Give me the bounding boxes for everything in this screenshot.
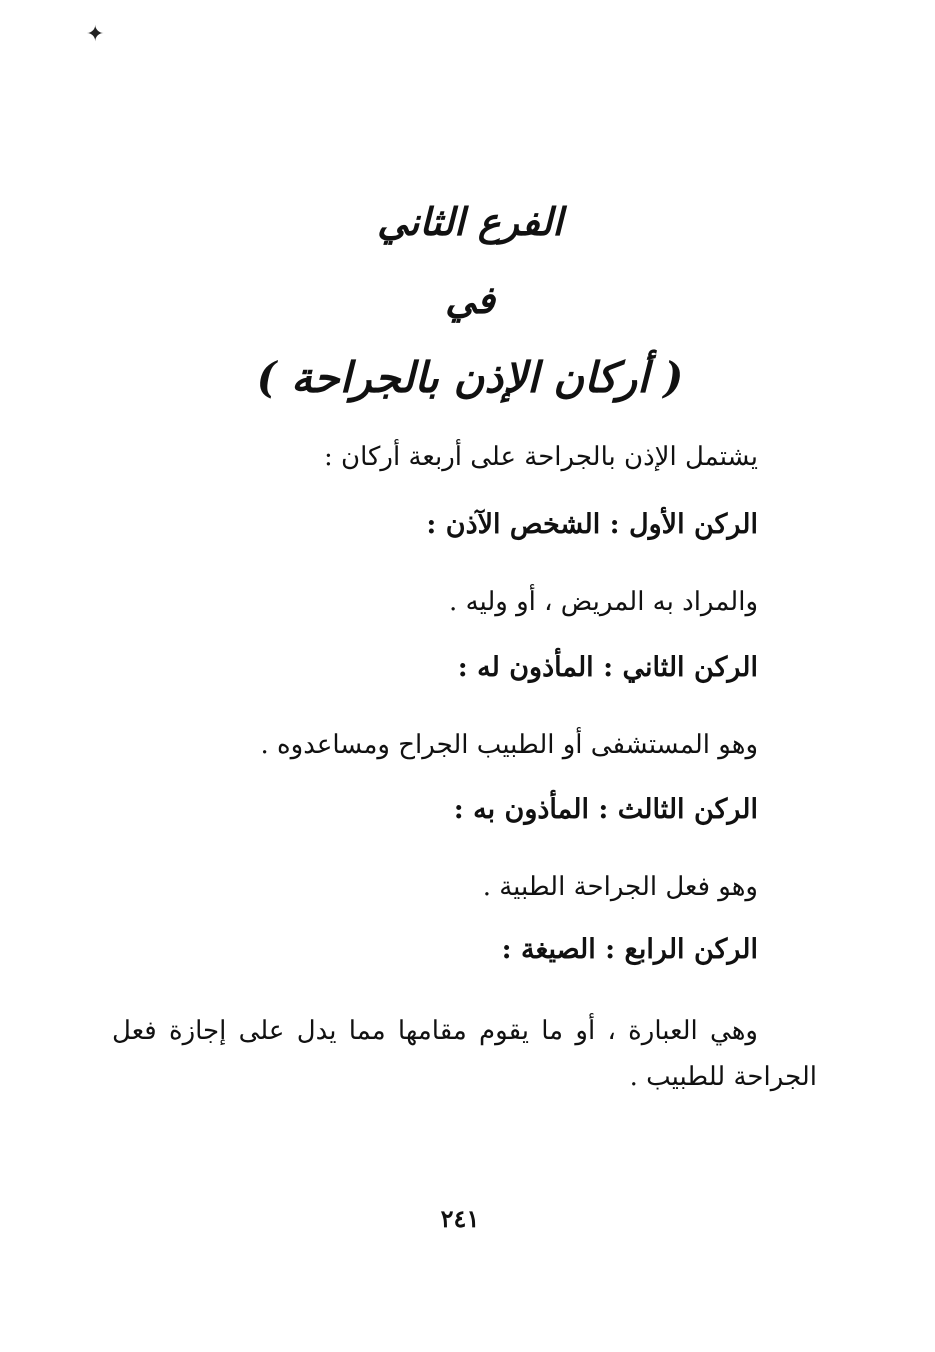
pillar-4-text: وهي العبارة ، أو ما يقوم مقامها مما يدل على إجازة فعل الجراحة للطبيب . [112, 1016, 817, 1092]
intro-sentence: يشتمل الإذن بالجراحة على أربعة أركان : [324, 442, 758, 472]
pillar-2-text: وهو المستشفى أو الطبيب الجراح ومساعدوه . [260, 730, 758, 760]
pillar-3-text: وهو فعل الجراحة الطبية . [482, 872, 758, 902]
pillar-1-heading: الركن الأول : الشخص الآذن : [426, 509, 758, 540]
ink-mark-icon: ✦ [86, 22, 105, 47]
page-number: ٢٤١ [440, 1204, 480, 1233]
section-title-connector: في [445, 277, 495, 322]
section-subtitle: ( أركان الإذن بالجراحة ) [256, 353, 684, 402]
pillar-2-heading: الركن الثاني : المأذون له : [457, 652, 758, 683]
pillar-1-text: والمراد به المريض ، أو وليه . [449, 587, 758, 617]
pillar-4-heading: الركن الرابع : الصيغة : [501, 934, 758, 965]
section-title: الفرع الثاني [377, 199, 563, 244]
pillar-3-heading: الركن الثالث : المأذون به : [453, 794, 758, 825]
